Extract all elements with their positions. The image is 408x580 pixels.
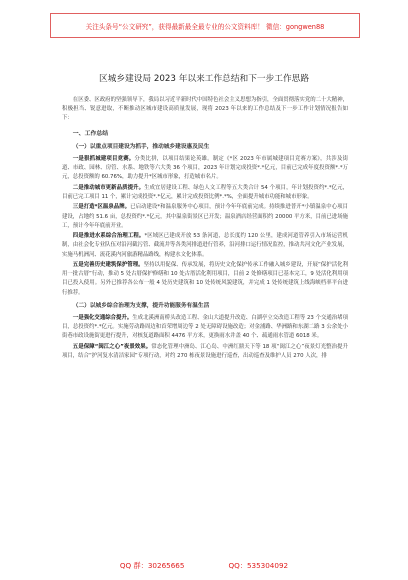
paragraph-5-lead: 五是完善历史建筑保护管理。 bbox=[72, 262, 144, 268]
paragraph-3 bbox=[62, 203, 348, 231]
paragraph-4-lead: 四是推进水系综合治理工程。 bbox=[72, 233, 145, 240]
paragraph-5-text: 坚持以用促保、传承发展，将历史文化保护传承工作融入城乡建设，开展“保护活化利用一批古厝”行动，推动 5 处古厝保护修缮和 10 处古厝活化利用项目，目前 2 处修缮项目已基本完工，9 处活化利用项目已投入使用。另外已推荐各公布一般 4 处历史建筑和 10 处传统风貌建筑，并完成 1 处传统建筑上线海峡档率平台进行推荐。 bbox=[62, 262, 348, 296]
paragraph-3-text: 已启动建设*和温泉服务中心项目，预计今年年底前完成。持续推进普开*小镇温泉中心项目建设，占地约 51.6 亩，总投资约*.*亿元，其中温泉街景区已开发；温泉酒店经营面积约 20000 平方米，目前已进场施工，预计今年年底前开业。 bbox=[62, 204, 348, 229]
paragraph-3-lead: 三是打造*区温泉品牌。 bbox=[72, 204, 131, 211]
footer-qq: QQ：535304092 bbox=[228, 561, 289, 570]
section-heading-summary: 一、工作总结 bbox=[72, 130, 109, 137]
subsection-heading-2: （二）以城乡综合治理为支撑，提升功能服务有温生活 bbox=[72, 302, 210, 309]
paragraph-1-lead: 一是狠抓城建项目竞赛。 bbox=[72, 156, 135, 163]
paragraph-6-lead: 一是强化交通综合提升。 bbox=[72, 315, 133, 322]
promo-banner bbox=[50, 13, 360, 38]
paragraph-5 bbox=[62, 261, 348, 298]
paragraph-1 bbox=[62, 155, 348, 183]
subsection-heading-1: （一）以重点项目建设为抓手，推动城乡建设惠及民生 bbox=[72, 143, 210, 150]
paragraph-6-text: 生成北溪洲南桥头改造工程、金山大道提升改造、白湖亭立交改造工程等 23 个交通治堵项目，总投资约*.*亿元。实施劳动路周边和首荣增周边等 2 处无障碍设施改造；对金浦路、华洲路和东湖二路 3 公余处小街巷市政设施街更进行提升，对核复道路面积 4476 平方米，更换雨水井盖 40 个、疏通雨水管道 6018 米。 bbox=[62, 315, 348, 340]
intro-paragraph: 在区委、区政府的坚强领导下，我局以习近平新时代中国特色社会主义思想为指引，全面贯彻落实党的二十大精神，积极担当、锐意进取，不断推动区城市建设高质量发展，现将 2023 年以来的工作总结及下一步工作计划情况报告如下： bbox=[62, 97, 348, 122]
paragraph-2-text: 生成宜居建设工程、绿色人文工程等五大类合计 54 个项目，年计划投资约*.*亿元，目前已完工项目 11 个，累计完成投资*.*亿元，累计完成投资比例*.*%，全面提升城市功能和城市形象。 bbox=[62, 184, 348, 201]
paragraph-4 bbox=[62, 232, 348, 260]
paragraph-1-text: 分类比拼，以项目结果论英雄。制定《*区 2023 年市属城建项目竞赛方案》，共涉及街道、市政、园林、房管、水系、地铁等六大类 36 个项目，2023 年计划完成投资*.*亿元，目前已完成年度投资额*.*万元，总投资额的 60.76%，助力提升*区城市形象，打造城市名片。 bbox=[62, 156, 348, 181]
contact-footer bbox=[0, 561, 408, 571]
promo-banner-text: 关注头条号“公文研究”，获得最新最全最专业的公文资料库！ 微信：gongwen88 bbox=[85, 22, 325, 31]
footer-qq-group: QQ 群：30265665 bbox=[119, 561, 185, 570]
paragraph-7-lead: 五是保障“闽江之心”夜景效果。 bbox=[72, 343, 152, 350]
paragraph-4-text: *区域区已建成开放 53 条河道，总长度约 120 公里，建成河道管养引入市场运营机制，由社会化专业队伍对沿河截污管、截流井等各类河排道进行管养，沿河排口运行情况监控，推动共河文化产业发展，实施马机洲河、流花溪内河旅游精品路线，构建水文化体系。 bbox=[62, 233, 348, 258]
document-title: 区城乡建设局 2023 年以来工作总结和下一步工作思路 bbox=[98, 74, 310, 84]
paragraph-2-lead: 二是推动城市更新品质提升。 bbox=[72, 184, 145, 191]
document-body bbox=[62, 96, 348, 362]
paragraph-7 bbox=[62, 343, 348, 361]
paragraph-7-text: 常态化管理中洲岛、江心岛、中洲红鼎天下等 18 项“闽江之心”夜景灯光整治提升项目，结合“护河复水清洁家园”专项行动，对约 270 栋夜景设施进行巡查，出动巡查及维护人员 270 人次，排 bbox=[62, 343, 348, 360]
paragraph-6 bbox=[62, 314, 348, 342]
paragraph-2 bbox=[62, 184, 348, 202]
